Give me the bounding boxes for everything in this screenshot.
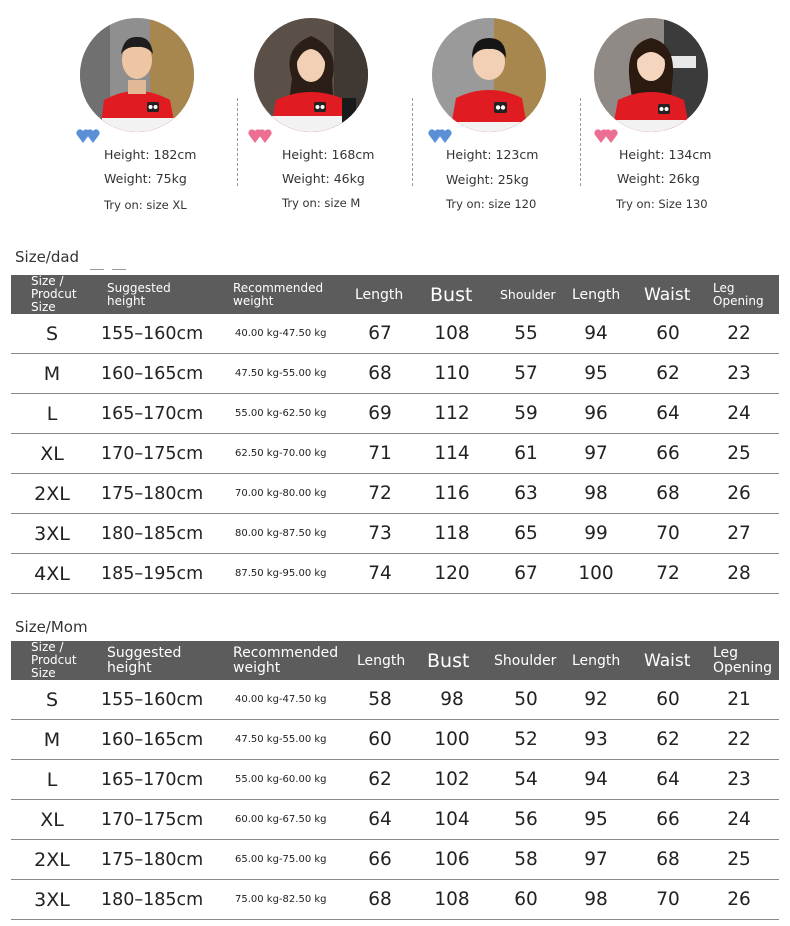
model-photo-girl [594,18,708,132]
table-row [11,880,779,920]
cell-size: 2XL [34,848,70,871]
header-pants-length: Length [572,652,621,669]
cell-weight: 40.00 kg-47.50 kg [235,327,327,339]
table-row [11,840,779,880]
cell-leg: 21 [727,689,751,710]
model-weight: Weight: 25kg [446,172,529,187]
cell-shoulder: 50 [514,689,538,710]
cell-bust: 104 [434,809,470,830]
cell-waist: 68 [656,483,680,504]
divider [237,98,238,186]
cell-height: 160–165cm [101,729,204,750]
cell-height: 185–195cm [101,563,204,584]
cell-pants-length: 99 [584,523,608,544]
cell-waist: 66 [656,443,680,464]
cell-height: 165–170cm [101,403,204,424]
cell-bust: 116 [434,483,470,504]
table-row [11,394,779,434]
cell-top-length: 60 [368,729,392,750]
cell-height: 180–185cm [101,889,204,910]
model-photo-mom [254,18,368,132]
cell-top-length: 67 [368,323,392,344]
table-header [11,275,779,314]
cell-pants-length: 94 [584,323,608,344]
cell-waist: 62 [656,363,680,384]
header-top-length: Length [357,652,406,669]
model-height: Height: 123cm [446,147,539,162]
header-height: Suggested height [107,644,182,676]
cell-pants-length: 93 [584,729,608,750]
cell-weight: 40.00 kg-47.50 kg [235,693,327,705]
table-row [11,474,779,514]
header-weight: Recommended weight [233,644,339,676]
model-card-girl [588,0,763,230]
cell-shoulder: 59 [514,403,538,424]
cell-size: L [46,768,58,791]
cell-size: S [45,688,59,711]
cell-pants-length: 97 [584,849,608,870]
cell-bust: 108 [434,889,470,910]
heart-icon [428,128,454,144]
model-weight: Weight: 75kg [104,171,187,186]
section-title-mom: Size/Mom [15,618,88,636]
cell-bust: 110 [434,363,470,384]
cell-shoulder: 57 [514,363,538,384]
cell-top-length: 62 [368,769,392,790]
cell-weight: 65.00 kg-75.00 kg [235,853,327,865]
cell-weight: 47.50 kg-55.00 kg [235,367,327,379]
table-row [11,720,779,760]
header-size: Size / Prodcut Size [31,274,77,314]
cell-size: XL [40,442,64,465]
header-weight: Recommended weight [233,280,324,308]
cell-size: S [45,322,59,345]
cell-weight: 55.00 kg-62.50 kg [235,407,327,419]
table-row [11,514,779,554]
cell-size: L [46,402,58,425]
title-underline [112,269,126,270]
cell-pants-length: 95 [584,363,608,384]
cell-leg: 26 [727,889,751,910]
cell-waist: 60 [656,323,680,344]
cell-leg: 23 [727,769,751,790]
cell-weight: 55.00 kg-60.00 kg [235,773,327,785]
cell-size: 3XL [34,888,70,911]
model-photo-boy [432,18,546,132]
cell-pants-length: 100 [578,563,614,584]
cell-top-length: 58 [368,689,392,710]
cell-leg: 23 [727,363,751,384]
cell-waist: 72 [656,563,680,584]
header-shoulder: Shoulder [494,652,557,669]
cell-waist: 70 [656,523,680,544]
cell-leg: 24 [727,403,751,424]
cell-waist: 62 [656,729,680,750]
cell-top-length: 73 [368,523,392,544]
cell-bust: 108 [434,323,470,344]
cell-top-length: 69 [368,403,392,424]
cell-weight: 87.50 kg-95.00 kg [235,567,327,579]
cell-waist: 68 [656,849,680,870]
model-card-boy [420,0,595,230]
cell-shoulder: 52 [514,729,538,750]
header-pants-length: Length [572,286,621,303]
header-waist: Waist [644,650,691,671]
cell-shoulder: 56 [514,809,538,830]
cell-leg: 25 [727,443,751,464]
header-size: Size / Prodcut Size [31,640,77,680]
cell-bust: 112 [434,403,470,424]
cell-leg: 22 [727,729,751,750]
model-height: Height: 134cm [619,147,712,162]
cell-leg: 25 [727,849,751,870]
cell-leg: 24 [727,809,751,830]
table-row [11,554,779,594]
cell-height: 155–160cm [101,689,204,710]
cell-top-length: 66 [368,849,392,870]
cell-leg: 22 [727,323,751,344]
cell-height: 175–180cm [101,483,204,504]
cell-height: 165–170cm [101,769,204,790]
cell-weight: 47.50 kg-55.00 kg [235,733,327,745]
cell-pants-length: 94 [584,769,608,790]
cell-pants-length: 98 [584,889,608,910]
cell-size: M [43,362,61,385]
table-row [11,314,779,354]
header-leg-opening: Leg Opening [713,644,773,676]
cell-height: 160–165cm [101,363,204,384]
cell-shoulder: 65 [514,523,538,544]
header-waist: Waist [644,284,691,305]
cell-shoulder: 61 [514,443,538,464]
cell-leg: 27 [727,523,751,544]
cell-bust: 100 [434,729,470,750]
cell-waist: 60 [656,689,680,710]
cell-waist: 64 [656,403,680,424]
cell-size: 4XL [34,562,70,585]
cell-pants-length: 95 [584,809,608,830]
cell-weight: 62.50 kg-70.00 kg [235,447,327,459]
cell-weight: 60.00 kg-67.50 kg [235,813,327,825]
model-try-on: Try on: size XL [104,198,187,212]
cell-top-length: 68 [368,363,392,384]
cell-shoulder: 58 [514,849,538,870]
cell-weight: 80.00 kg-87.50 kg [235,527,327,539]
cell-height: 170–175cm [101,443,204,464]
cell-waist: 64 [656,769,680,790]
cell-top-length: 64 [368,809,392,830]
cell-size: 3XL [34,522,70,545]
cell-leg: 26 [727,483,751,504]
divider [580,98,581,186]
header-top-length: Length [355,286,404,303]
size-table-dad [11,275,779,594]
cell-shoulder: 54 [514,769,538,790]
cell-size: 2XL [34,482,70,505]
table-header [11,641,779,680]
cell-pants-length: 92 [584,689,608,710]
model-try-on: Try on: size 120 [446,197,537,211]
cell-bust: 102 [434,769,470,790]
divider [412,98,413,186]
cell-top-length: 72 [368,483,392,504]
table-row [11,680,779,720]
size-table-mom [11,641,779,920]
cell-pants-length: 97 [584,443,608,464]
model-try-on: Try on: Size 130 [616,197,708,211]
cell-pants-length: 96 [584,403,608,424]
cell-top-length: 71 [368,443,392,464]
header-leg-opening: Leg Opening [713,280,764,308]
cell-bust: 106 [434,849,470,870]
heart-icon [76,128,102,144]
model-height: Height: 182cm [104,147,197,162]
cell-top-length: 74 [368,563,392,584]
cell-waist: 66 [656,809,680,830]
header-bust: Bust [430,283,473,306]
cell-bust: 98 [440,689,464,710]
cell-top-length: 68 [368,889,392,910]
header-bust: Bust [427,649,470,672]
model-weight: Weight: 26kg [617,171,700,186]
table-row [11,800,779,840]
table-body [11,680,779,920]
cell-height: 175–180cm [101,849,204,870]
cell-height: 170–175cm [101,809,204,830]
model-height: Height: 168cm [282,147,375,162]
header-shoulder: Shoulder [500,287,556,302]
cell-pants-length: 98 [584,483,608,504]
table-row [11,354,779,394]
title-underline [90,269,104,270]
model-card-dad [70,0,245,230]
cell-bust: 118 [434,523,470,544]
model-card-mom [246,0,421,230]
cell-shoulder: 67 [514,563,538,584]
cell-shoulder: 63 [514,483,538,504]
table-row [11,760,779,800]
cell-size: M [43,728,61,751]
cell-bust: 120 [434,563,470,584]
heart-icon [594,128,620,144]
cell-size: XL [40,808,64,831]
cell-height: 155–160cm [101,323,204,344]
model-try-on: Try on: size M [282,196,361,210]
cell-height: 180–185cm [101,523,204,544]
header-height: Suggested height [107,280,171,308]
table-row [11,434,779,474]
cell-shoulder: 55 [514,323,538,344]
cell-weight: 70.00 kg-80.00 kg [235,487,327,499]
model-weight: Weight: 46kg [282,171,365,186]
table-body [11,314,779,594]
cell-leg: 28 [727,563,751,584]
cell-bust: 114 [434,443,470,464]
section-title-dad: Size/dad [15,248,80,266]
cell-shoulder: 60 [514,889,538,910]
cell-weight: 75.00 kg-82.50 kg [235,893,327,905]
model-photo-dad [80,18,194,132]
heart-icon [248,128,274,144]
cell-waist: 70 [656,889,680,910]
model-strip [0,0,790,230]
